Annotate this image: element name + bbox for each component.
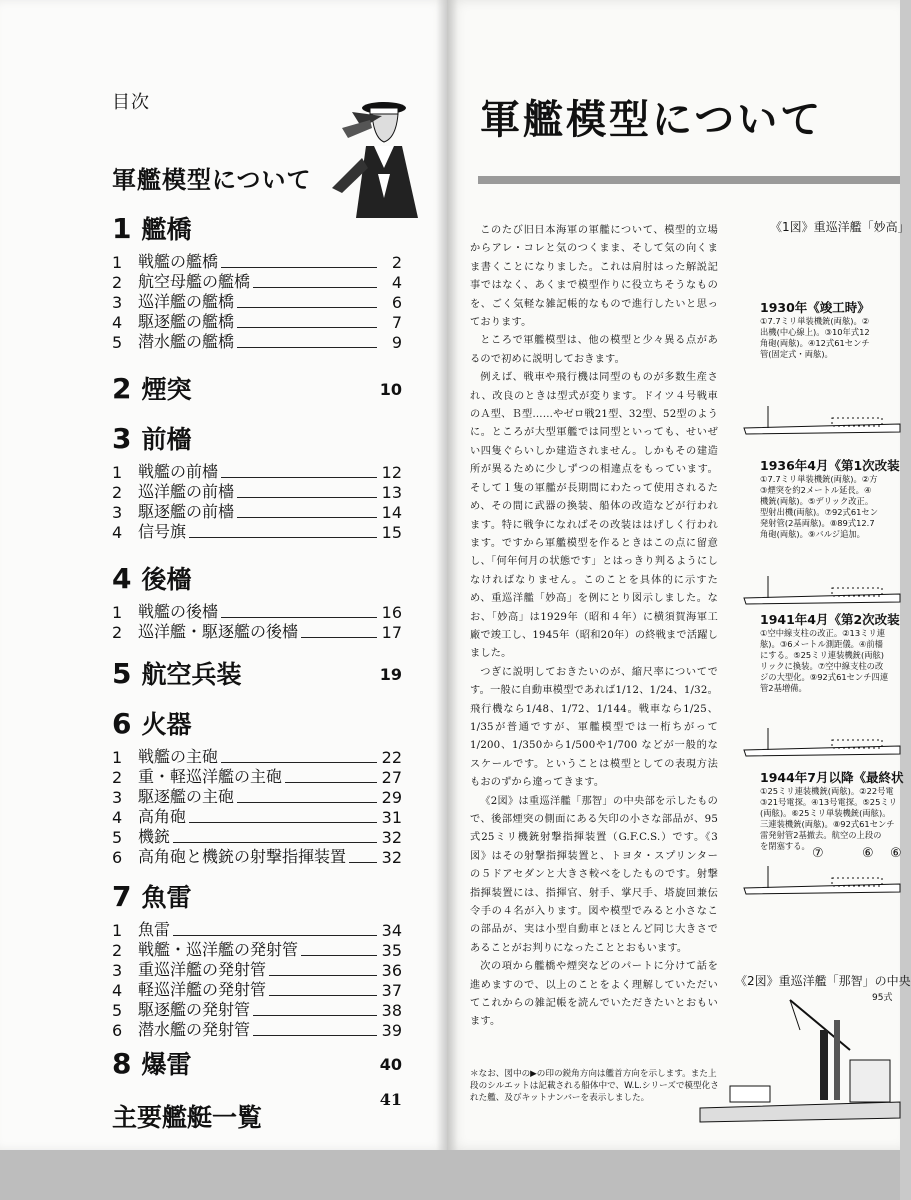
toc-item-title: 巡洋艦の前檣	[138, 482, 235, 501]
toc-leader-line	[173, 842, 377, 843]
toc-item-page: 14	[381, 503, 402, 522]
toc-chapter-title	[112, 655, 402, 691]
figure1-entry-description: ①7.7ミリ単装機銃(両舷)。② 出機(中心線上)。③10年式12 角砲(両舷)。④12式61センチ 管(固定式・両舷)。	[760, 316, 870, 359]
toc-item-number: 3	[112, 961, 123, 980]
toc-leader-line	[301, 955, 377, 956]
toc-item-page: 32	[381, 828, 402, 847]
toc-item-number: 5	[112, 1001, 123, 1020]
toc-leader-line	[173, 935, 377, 936]
toc-item-page: 4	[391, 273, 402, 292]
toc-item-title: 魚雷	[138, 920, 171, 939]
saluting-sailor-illustration	[322, 98, 422, 218]
toc-item-number: 3	[112, 503, 123, 522]
toc-chapter-number: 7	[112, 880, 132, 913]
toc-leader-line	[301, 637, 377, 638]
toc-item-number: 3	[112, 293, 123, 312]
article-paragraph: このたび旧日本海軍の軍艦について、模型的立場からアレ・コレと気のつくまま、そして気の向くまま書くことになりました。これは肩肘はった解説記事ではなく、あくまで模型作りに役立ちそうなものを、ごく気軽な雑記帳的なもので進行したいと思っております。	[470, 225, 718, 329]
article-body	[470, 222, 718, 1032]
toc-leader-line	[253, 1015, 377, 1016]
toc-item-number: 6	[112, 848, 123, 867]
toc-chapter-1	[112, 210, 402, 352]
toc-chapter-label: 後檣	[141, 565, 192, 594]
toc-item-page: 31	[381, 808, 402, 827]
toc-chapter-number: 2	[112, 372, 132, 405]
toc-chapter-label: 航空兵装	[141, 660, 242, 689]
toc-item-title: 重巡洋艦の発射管	[138, 960, 267, 979]
toc-chapter-title	[112, 210, 402, 246]
toc-chapter-number: 6	[112, 707, 132, 740]
toc-item-title: 巡洋艦の艦橋	[138, 292, 235, 311]
article-title: 軍艦模型について	[480, 96, 824, 143]
toc-item-number: 2	[112, 941, 123, 960]
toc-item[interactable]	[112, 622, 402, 642]
toc-leader-line	[269, 975, 377, 976]
toc-chapter-number: 3	[112, 422, 132, 455]
toc-leader-line	[253, 287, 377, 288]
toc-chapter-6	[112, 705, 402, 867]
toc-item-page: 36	[381, 961, 402, 980]
toc-item[interactable]	[112, 522, 402, 542]
toc-chapter-label: 前檣	[141, 425, 192, 454]
toc-item-page: 38	[381, 1001, 402, 1020]
toc-leader-line	[285, 782, 377, 783]
toc-item-title: 駆逐艦の艦橋	[138, 312, 235, 331]
toc-chapter-3	[112, 420, 402, 542]
toc-item-title: 航空母艦の艦橋	[138, 272, 251, 291]
toc-item-number: 4	[112, 523, 123, 542]
toc-chapter-page: 10	[379, 380, 402, 399]
figure1-callout-marker: ⑥	[862, 846, 874, 861]
toc-chapter-title	[112, 370, 402, 406]
toc-chapter-2	[112, 370, 402, 406]
toc-leader-line	[237, 347, 377, 348]
article-paragraph: つぎに説明しておきたいのが、縮尺率についてです。一般に自動車模型であれば1/12、1/24、1/32。飛行機なら1/48、1/72、1/144。戦車なら1/25、1/35が普通ですが、軍艦模型では一桁ちがって1/200、1/350から1/500や1/700 などが一般的なスケールです。ということは模型としての表現方法もおのずから違ってきます。	[470, 666, 718, 789]
toc-item-title: 駆逐艦の前檣	[138, 502, 235, 521]
toc-item-number: 5	[112, 828, 123, 847]
toc-item-page: 32	[381, 848, 402, 867]
toc-chapter-number: 1	[112, 212, 132, 245]
appendix-title: 主要艦艇一覧	[112, 1103, 263, 1132]
toc-leader-line	[237, 497, 377, 498]
toc-item-page: 12	[381, 463, 402, 482]
toc-leader-line	[221, 617, 377, 618]
toc-item-title: 潜水艦の艦橋	[138, 332, 235, 351]
figure1-callout-marker: ⑦	[812, 846, 824, 861]
appendix-page: 41	[379, 1090, 402, 1109]
figure1-entry	[760, 456, 900, 540]
toc-chapter-title	[112, 878, 402, 914]
toc-chapter-label: 煙突	[141, 375, 192, 404]
article-paragraph: 次の項から艦橋や煙突などのパートに分けて話を進めますので、以上のことをよく理解していただいてこれからの雑記帳を読んでいただきたいとおもいます。	[470, 961, 718, 1028]
ship-silhouette	[742, 398, 900, 438]
toc-item-page: 15	[381, 523, 402, 542]
toc-item-page: 6	[391, 293, 402, 312]
toc-item-title: 信号旗	[138, 522, 187, 541]
toc-item[interactable]	[112, 847, 402, 867]
toc-item-page: 27	[381, 768, 402, 787]
toc-item-page: 2	[391, 253, 402, 272]
toc-item-page: 39	[381, 1021, 402, 1040]
toc-item-title: 高角砲と機銃の射撃指揮装置	[138, 847, 347, 866]
article-paragraph: 例えば、戦車や飛行機は同型のものが多数生産され、改良のときは型式が変ります。ドイツ４号戦車のＡ型、Ｂ型……やゼロ戦21型、32型、52型のように。ところが大型軍艦では同型といっても、せいぜい四隻ぐらいしか建造されません。しかもその建造所が異るために少しずつの相違点をもっています。そして１隻の軍艦が長期間にわたって使用されるため、その間に武器の換装、船体の改造などが行われます。特に戦争になればその改装ははげしく行われます。ですから軍艦模型を作るときはこの点に留意し、「何年何月の状態です」とはっきり判るようにしなければなりません。このことを具体的に示すため、重巡洋艦「妙高」を例にとり図示しました。なお、「妙高」は1929年（昭和４年）に横須賀海軍工廠で竣工し、1945年（昭和20年）の終戦まで活躍しました。	[470, 372, 718, 660]
toc-item-page: 37	[381, 981, 402, 1000]
toc-leader-line	[237, 327, 377, 328]
ship-silhouette	[742, 720, 900, 760]
toc-item-number: 2	[112, 273, 123, 292]
toc-header: 目次	[112, 92, 150, 113]
figure1-entry-description: ①7.7ミリ単装機銃(両舷)。②方 ③煙突を約2メートル延長。④ 機銃(両舷)。⑤デリック改正。 型射出機(両舷)。⑦92式61セン 発射管(2基両舷)。⑧89式12.7 角砲(両舷)。⑨バルジ追加。	[760, 474, 878, 539]
toc-leader-line	[253, 1035, 377, 1036]
toc-item-number: 3	[112, 788, 123, 807]
toc-item-title: 戦艦の艦橋	[138, 252, 219, 271]
toc-leader-line	[237, 307, 377, 308]
toc-item-number: 2	[112, 483, 123, 502]
figure2-sublabel: 95式	[872, 993, 893, 1003]
toc-item-title: 巡洋艦・駆逐艦の後檣	[138, 622, 299, 641]
toc-item-page: 34	[381, 921, 402, 940]
toc-item-number: 4	[112, 313, 123, 332]
toc-item-number: 6	[112, 1021, 123, 1040]
toc-item-number: 4	[112, 808, 123, 827]
toc-leader-line	[221, 762, 377, 763]
toc-chapter-page: 40	[379, 1055, 402, 1074]
toc-item-title: 戦艦の主砲	[138, 747, 219, 766]
figure1-entry-year: 1930年《竣工時》	[760, 300, 870, 315]
toc-item-number: 1	[112, 921, 123, 940]
ship-silhouette	[742, 858, 900, 898]
toc-chapter-title	[112, 705, 402, 741]
title-rule	[478, 176, 900, 184]
toc-item-page: 29	[381, 788, 402, 807]
toc-chapter-7	[112, 878, 402, 1040]
toc-item-page: 17	[381, 623, 402, 642]
toc-item-number: 2	[112, 623, 123, 642]
article-paragraph: 《2図》は重巡洋艦「那智」の中央部を示したもので、後部煙突の側面にある矢印の小さな部品が、95式25ミリ機銃射撃指揮装置（G.F.C.S.）です。《3図》はその射撃指揮装置と、トヨタ・スプリンターの５ドアセダンと大きさ較べをしたものです。射撃指揮装置には、指揮官、射手、掌尺手、塔旋回兼伝令手の４名が入ります。図や模型でみると小さなこの部品が、実は小型自動車とほとんど同じ大きさであることがお判りになったこととおもいます。	[470, 795, 718, 954]
toc-item[interactable]	[112, 332, 402, 352]
toc-item-title: 重・軽巡洋艦の主砲	[138, 767, 283, 786]
toc-leader-line	[269, 995, 377, 996]
toc-chapter-label: 魚雷	[141, 883, 192, 912]
figure1-callout-marker: ⑥	[890, 846, 902, 861]
toc-item-title: 駆逐艦の主砲	[138, 787, 235, 806]
toc-leader-line	[221, 267, 377, 268]
toc-item-page: 13	[381, 483, 402, 502]
toc-item[interactable]	[112, 1020, 402, 1040]
toc-item-page: 9	[391, 333, 402, 352]
toc-leader-line	[349, 862, 377, 863]
ship-silhouette	[742, 568, 900, 608]
toc-chapter-8	[112, 1045, 402, 1081]
toc-item-page: 35	[381, 941, 402, 960]
book-spine	[436, 0, 458, 1150]
figure1-entry-description: ①25ミリ連装機銃(両舷)。②22号電 ③21号電探。④13号電探。⑤25ミリ (両舷)。⑥25ミリ単装機銃(両舷)。 三連装機銃(両舷)。⑧92式61センチ 雷発射管2基撤去。航空の上段の を閉塞する。	[760, 786, 897, 851]
article-paragraph: ところで軍艦模型は、他の模型と少々異る点があるので初めに説明しておきます。	[470, 335, 718, 365]
figure2-caption: 《2図》重巡洋艦「那智」の中央	[735, 974, 911, 988]
figure2-ship-drawing	[700, 990, 900, 1130]
toc-chapter-title	[112, 420, 402, 456]
toc-chapter-title	[112, 560, 402, 596]
toc-item-title: 戦艦の前檣	[138, 462, 219, 481]
toc-item-number: 5	[112, 333, 123, 352]
toc-chapter-4	[112, 560, 402, 642]
toc-item-page: 16	[381, 603, 402, 622]
toc-item-title: 潜水艦の発射管	[138, 1020, 251, 1039]
toc-chapter-5	[112, 655, 402, 691]
toc-item-number: 1	[112, 463, 123, 482]
figure1-entry	[760, 610, 900, 694]
toc-item-title: 機銃	[138, 827, 171, 846]
footnote: ＊なお、図中の▶の印の鋭角方向は艦首方向を示します。また上段のシルエットは記載される船体中で、W.L.シリーズで模型化された艦、及びキットナンバーを表示しました。	[470, 1069, 719, 1103]
toc-item-page: 7	[391, 313, 402, 332]
figure1-entry-year: 1941年4月《第2次改装	[760, 612, 900, 627]
toc-item-title: 戦艦・巡洋艦の発射管	[138, 940, 299, 959]
figure1-entry-year: 1936年4月《第1次改装	[760, 458, 900, 473]
toc-item-number: 1	[112, 748, 123, 767]
toc-chapter-label: 艦橋	[141, 215, 192, 244]
toc-leader-line	[189, 822, 377, 823]
toc-item-title: 駆逐艦の発射管	[138, 1000, 251, 1019]
toc-chapter-number: 4	[112, 562, 132, 595]
toc-leader-line	[221, 477, 377, 478]
toc-item-title: 高角砲	[138, 807, 187, 826]
toc-item-number: 4	[112, 981, 123, 1000]
figure1-entry	[760, 768, 904, 852]
toc-item-number: 1	[112, 253, 123, 272]
toc-chapter-page: 19	[379, 665, 402, 684]
toc-intro-heading: 軍艦模型について	[112, 165, 312, 194]
toc-chapter-title	[112, 1045, 402, 1081]
toc-item-title: 戦艦の後檣	[138, 602, 219, 621]
toc-leader-line	[237, 517, 377, 518]
toc-item-number: 2	[112, 768, 123, 787]
toc-item-number: 1	[112, 603, 123, 622]
toc-item-title: 軽巡洋艦の発射管	[138, 980, 267, 999]
figure1-caption: 《1図》重巡洋艦「妙高」	[770, 220, 910, 234]
toc-chapter-label: 火器	[141, 710, 192, 739]
toc-chapter-number: 5	[112, 657, 132, 690]
toc-leader-line	[237, 802, 377, 803]
page-bottom-shadow	[0, 1150, 900, 1200]
figure1-entry-description: ①空中線支柱の改正。②13ミリ連 舷)。③6メートル測距儀。④前檣 にする。⑤25ミリ連装機銃(両舷) リックに換装。⑦空中線支柱の改 ジの大型化。⑨92式61センチ四連 管2基増備。	[760, 628, 889, 693]
toc-chapter-number: 8	[112, 1047, 132, 1080]
toc-appendix	[112, 1090, 402, 1134]
toc-chapter-label: 爆雷	[141, 1050, 192, 1079]
toc-item-page: 22	[381, 748, 402, 767]
figure1-entry	[760, 298, 900, 360]
figure1-entry-year: 1944年7月以降《最終状	[760, 770, 904, 785]
toc-leader-line	[189, 537, 377, 538]
